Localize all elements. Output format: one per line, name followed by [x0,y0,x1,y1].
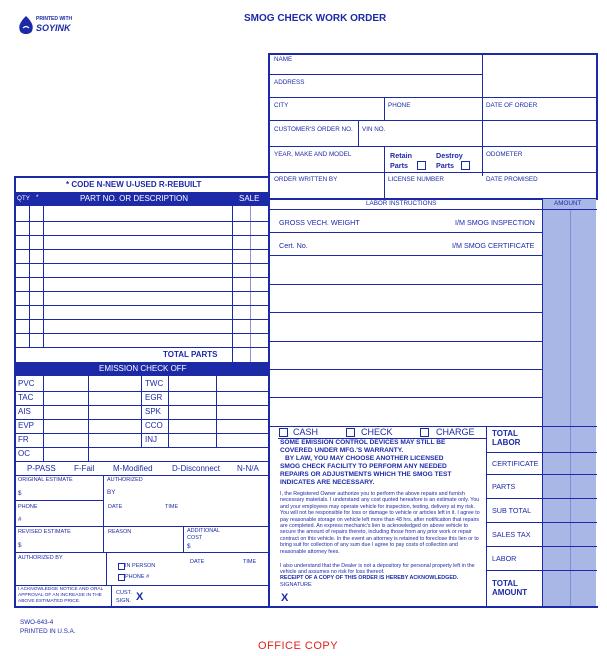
parts-header-band [14,192,270,206]
odometer-label: ODOMETER [486,151,523,158]
emission-cco: CCO [145,421,163,430]
page-title: SMOG CHECK WORK ORDER [244,13,387,24]
total-labor-amount-field[interactable] [544,428,594,450]
notice-line2: COVERED UNDER MFG.'S WARRANTY. [280,447,404,454]
additional-cost-field[interactable] [194,541,266,551]
emission-fr: FR [18,435,29,444]
legend-fail: F-Fail [74,464,95,473]
address-label: ADDRESS [274,79,305,86]
retain-parts-label: Parts [390,161,408,170]
original-estimate-dollar: $ [18,490,22,497]
name-field[interactable] [300,55,480,73]
emission-pvc: PVC [18,379,35,388]
destroy-label: Destroy [436,151,463,160]
signature-label: SIGNATURE [280,582,312,588]
sales-tax-amount-field[interactable] [544,524,594,544]
odometer-field[interactable] [486,160,594,171]
phone-estimate-field[interactable] [24,512,100,524]
code-header: * CODE N-NEW U-USED R-REBUILT [66,180,202,189]
labor-amount-field[interactable] [544,548,594,568]
date-of-order-field[interactable] [486,110,594,119]
in-person-label: IN PERSON [125,563,156,569]
smog-inspection-label: I/M SMOG INSPECTION [455,218,535,227]
charge-checkbox[interactable] [420,428,429,437]
license-number-label: LICENSE NUMBER [388,176,444,183]
notice-line6: INDICATES ARE NECESSARY. [280,479,375,486]
total-labor-label-1: TOTAL [492,429,518,438]
customer-order-no-label: CUSTOMER'S ORDER NO. [274,126,353,133]
check-checkbox[interactable] [346,428,355,437]
authorization-paragraph: I, the Registered Owner authorize you to perform the above repairs and furnish necessary materials. I understand any cost quoted hereafore is an estimate only. You and your employees may operate vehicle for inspection, testing, delivery at my risk. You will not be responsible for loss or damage to vehicle or articles left in it. I agree to pay reasonable storage on vehicle left more than 48 hrs. after notification that repairs are completed. An express mechanic's lien is acknowledged on above vehicle to secure the amount of repairs thereto, including those from any prior work or repair contract on this vehicle. In the event an attorney is retained to foreclose this lien or to bring suit for collection of any sum due I agree to pay costs of collection and reasonable attorney fees. [280,491,480,555]
order-written-by-label: ORDER WRITTEN BY [274,176,338,183]
total-labor-label-2: LABOR [492,438,521,447]
original-estimate-field[interactable] [24,486,100,498]
ack-line1: I ACKNOWLEDGE NOTICE AND ORAL [18,587,104,592]
authorized-label: AUTHORIZED [107,477,143,483]
estimate-time-label: TIME [165,504,179,510]
soybean-icon [18,16,34,36]
vin-no-field[interactable] [388,124,594,144]
emission-egr: EGR [145,393,163,402]
col-description: PART NO. OR DESCRIPTION [80,194,189,203]
emission-header-band [14,362,270,376]
revised-estimate-dollar: $ [18,542,22,549]
notice-line3: BY LAW, YOU MAY CHOOSE ANOTHER LICENSED [285,455,444,462]
legend-disconnect: D-Disconnect [172,464,221,473]
order-written-by-field[interactable] [272,185,382,197]
logo-line2: SOYINK [36,23,71,33]
form-number: SWO-643-4 [20,619,54,626]
revised-estimate-label: REVISED ESTIMATE [18,529,71,535]
emission-twc: TWC [145,379,164,388]
check-label: CHECK [361,427,393,437]
cash-label: CASH [293,427,319,437]
retain-parts-checkbox[interactable] [417,161,426,170]
emission-oc: OC [18,449,30,458]
authorized-by-field[interactable] [18,563,103,583]
printed-in-usa: PRINTED IN U.S.A. [20,628,76,635]
name-label: NAME [274,56,293,63]
col-sale: SALE [239,194,260,203]
parts-amount-field[interactable] [544,476,594,496]
phone-label: PHONE [388,102,411,109]
date-promised-field[interactable] [486,185,594,197]
authorized-time-label: TIME [243,559,257,565]
retain-label: Retain [390,151,412,160]
parts-total-label: PARTS [492,482,516,491]
emission-tac: TAC [18,393,34,402]
charge-label: CHARGE [436,427,475,437]
authorized-field[interactable] [120,484,266,498]
authorized-date-label: DATE [190,559,205,565]
emission-header: EMISSION CHECK OFF [99,364,187,373]
total-parts-label: TOTAL PARTS [163,350,218,359]
destroy-parts-checkbox[interactable] [461,161,470,170]
smog-certificate-label: I/M SMOG CERTIFICATE [452,241,535,250]
year-make-model-field[interactable] [272,160,382,171]
emission-evp: EVP [18,421,35,430]
certificate-amount-field[interactable] [544,454,594,472]
legend-pass: P-PASS [27,464,56,473]
notice-line1: SOME EMISSION CONTROL DEVICES MAY STILL BE [280,439,446,446]
estimate-date-label: DATE [108,504,123,510]
ack-line2: APPROVAL OF AN INCREASE IN THE [18,593,102,598]
city-field[interactable] [292,100,382,118]
cust-sign-field[interactable] [148,590,266,604]
additional-cost-dollar: $ [187,543,191,550]
soy-ink-logo [18,14,78,38]
authorized-date-time-field[interactable] [188,568,266,583]
depository-paragraph: I also understand that the Dealer is not a depository for personal property left in the vehicle and assumes no risk for loss thereof. [280,563,475,576]
sub-total-amount-field[interactable] [544,500,594,520]
cost-label: COST [187,535,203,541]
sales-tax-label: SALES TAX [492,530,531,539]
phone-hash-label: PHONE # [125,574,150,580]
logo-line1: PRINTED WITH [36,16,73,22]
emission-spk: SPK [145,407,162,416]
date-promised-label: DATE PROMISED [486,176,538,183]
labor-total-label: LABOR [492,554,517,563]
reason-field[interactable] [108,538,180,550]
signature-x: X [281,592,289,604]
labor-instructions-header: LABOR INSTRUCTIONS [366,200,437,207]
city-label: CITY [274,102,289,109]
total-amount-label-2: AMOUNT [492,588,528,597]
destroy-parts-label: Parts [436,161,454,170]
phone-estimate-label: PHONE [18,504,38,510]
revised-estimate-field[interactable] [24,538,100,550]
legend-na: N-N/A [237,464,259,473]
cust-label: CUST. [116,590,132,596]
cert-no-label: Cert. No. [279,241,308,250]
vin-no-label: VIN NO. [362,126,386,133]
date-of-order-label: DATE OF ORDER [486,102,538,109]
year-make-model-label: YEAR, MAKE AND MODEL [274,151,352,158]
authorized-by-label: AUTHORIZED BY [18,555,63,561]
ack-line3: ABOVE ESTIMATED PRICE. [18,599,81,604]
original-estimate-label: ORIGINAL ESTIMATE [18,477,73,483]
license-number-field[interactable] [388,185,480,197]
customer-order-no-field[interactable] [272,134,356,145]
amount-header: AMOUNT [554,200,582,207]
cust-sign-x: X [136,591,144,603]
signature-field[interactable] [294,590,482,606]
sub-total-label: SUB TOTAL [492,506,532,515]
cash-checkbox[interactable] [279,428,288,437]
certificate-total-label: CERTIFICATE [492,459,539,468]
legend-modified: M-Modified [113,464,153,473]
phone-checkbox[interactable] [118,574,125,581]
estimate-time-field[interactable] [165,512,265,524]
receipt-text: RECEIPT OF A COPY OF THIS ORDER IS HEREBY ACKNOWLEDGED. [280,575,459,581]
authorized-by-short: BY [107,489,116,496]
labor-instructions-area[interactable] [272,257,540,423]
in-person-checkbox[interactable] [118,563,125,570]
emission-inj: INJ [145,435,157,444]
sign-label: SIGN. [116,598,131,604]
estimate-date-field[interactable] [108,512,162,524]
office-copy-label: OFFICE COPY [258,640,339,652]
notice-line5: REPAIRS OR ADJUSTMENTS WHICH THE SMOG TEST [280,471,452,478]
reason-label: REASON [108,529,132,535]
emission-fields[interactable] [44,377,268,461]
total-amount-label-1: TOTAL [492,579,518,588]
phone-hash: # [18,516,22,523]
col-qty: QTY [17,195,30,202]
phone-field[interactable] [412,100,480,118]
address-field[interactable] [310,78,480,96]
notice-line4: SMOG CHECK FACILITY TO PERFORM ANY NEEDED [280,463,447,470]
emission-ais: AIS [18,407,31,416]
col-code: * [36,194,39,201]
gross-weight-label: GROSS VECH. WEIGHT [279,218,360,227]
total-amount-field[interactable] [544,572,594,604]
additional-label: ADDITIONAL [187,528,221,534]
